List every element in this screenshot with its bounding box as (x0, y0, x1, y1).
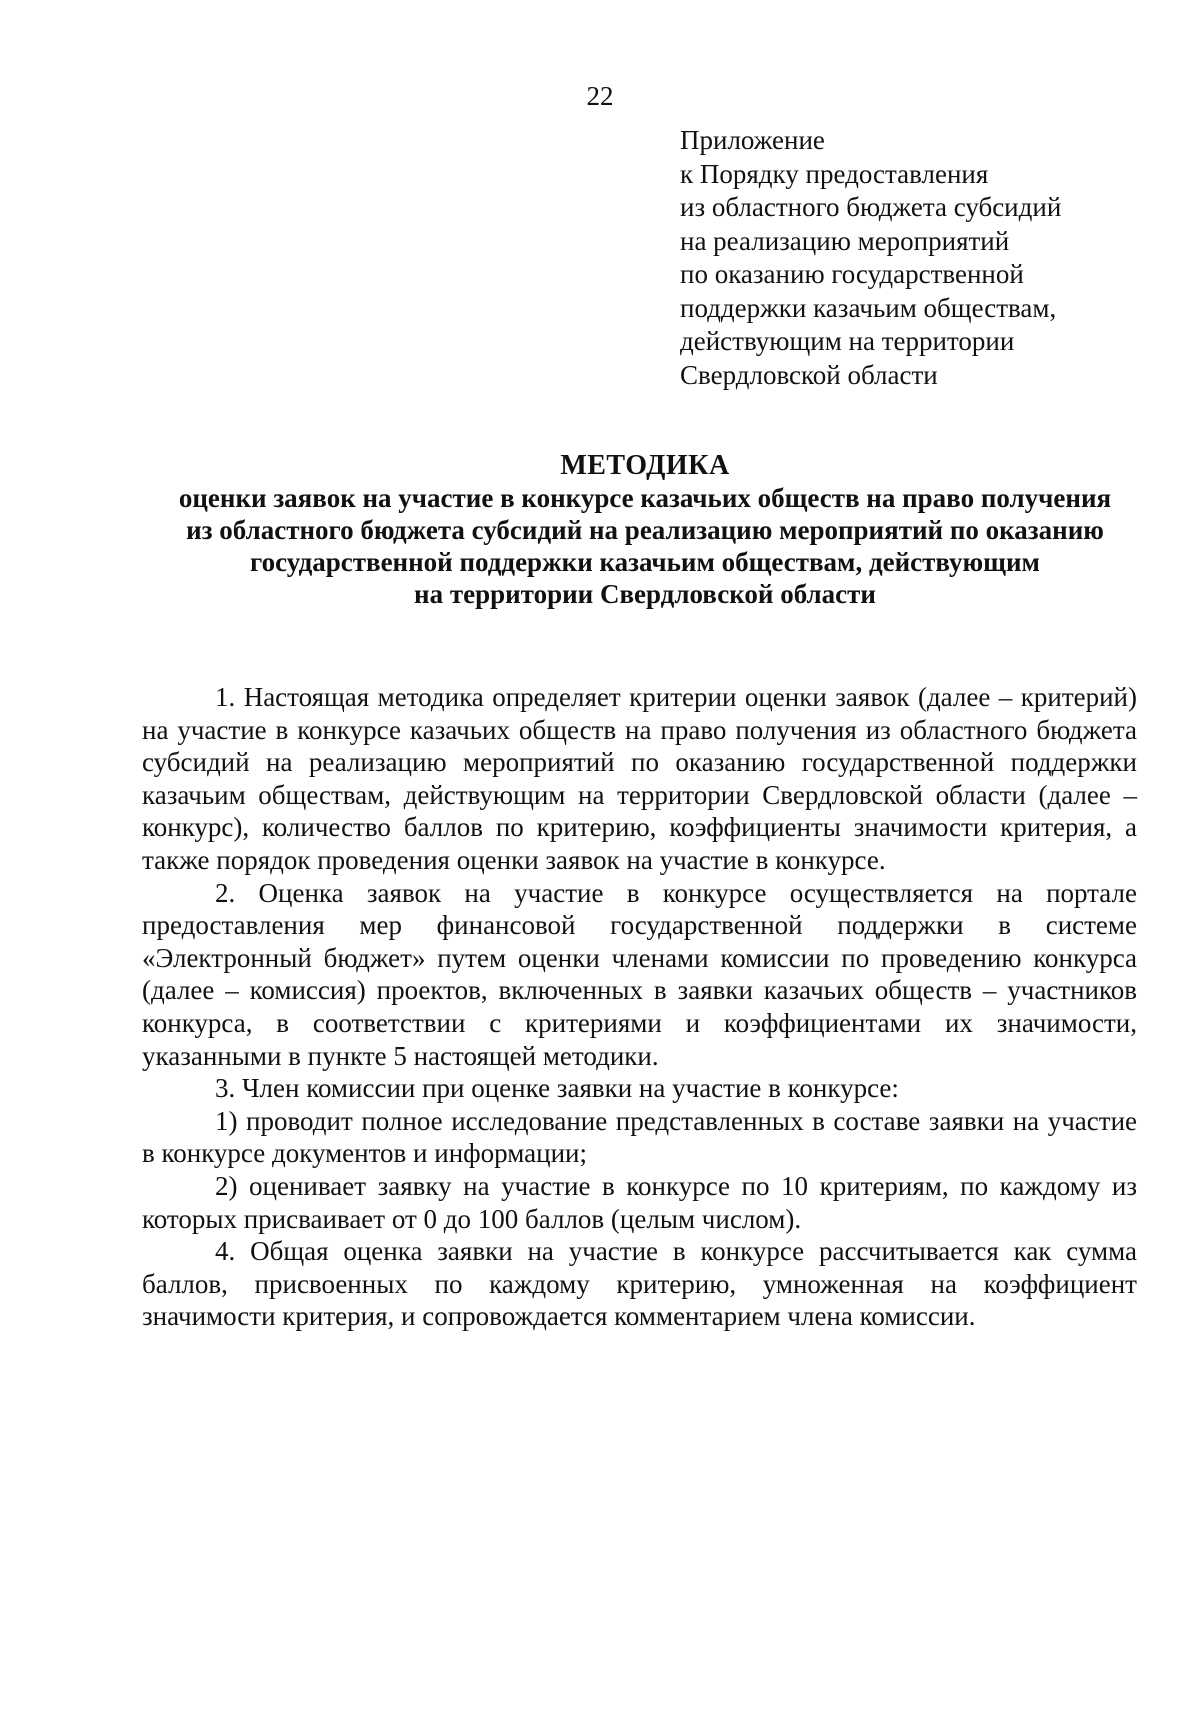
document-subtitle-line: из областного бюджета субсидий на реализацию мероприятий по оказанию (186, 515, 1104, 545)
appendix-line: действующим на территории (680, 326, 1015, 356)
paragraph-3-item-2: 2) оценивает заявку на участие в конкурсе по 10 критериям, по каждому из которых присваивает от 0 до 100 баллов (целым числом). (142, 1170, 1137, 1234)
document-subtitle-line: государственной поддержки казачьим обществам, действующим (250, 547, 1040, 577)
document-title: МЕТОДИКА (560, 450, 730, 481)
paragraph-2: 2. Оценка заявок на участие в конкурсе осуществляется на портале предоставления мер финансовой государственной поддержки в системе «Электронный бюджет» путем оценки членами комиссии по проведению конкурса (далее – комиссия) проектов, включенных в заявки казачьих обществ – участников конкурса, в соответствии с критериями и коэффициентами их значимости, указанными в пункте 5 настоящей методики. (142, 877, 1137, 1071)
paragraph-3-item-1: 1) проводит полное исследование представленных в составе заявки на участие в конкурсе документов и информации; (142, 1105, 1137, 1169)
paragraph-4: 4. Общая оценка заявки на участие в конкурсе рассчитывается как сумма баллов, присвоенных по каждому критерию, умноженная на коэффициент значимости критерия, и сопровождается комментарием члена комиссии. (142, 1236, 1137, 1332)
appendix-line: к Порядку предоставления (680, 158, 989, 189)
document-subtitle-line: на территории Свердловской области (414, 579, 876, 609)
appendix-header (680, 124, 1160, 392)
paragraph-1: 1. Настоящая методика определяет критерии оценки заявок (далее – критерий) на участие в конкурсе казачьих обществ на право получения из областного бюджета субсидий на реализацию мероприятий по оказанию государственной поддержки казачьим обществам, действующим на территории Свердловской области (далее – конкурс), количество баллов по критерию, коэффициенты значимости критерия, а также порядок проведения оценки заявок на участие в конкурсе. (142, 682, 1137, 875)
document-subtitle-line: оценки заявок на участие в конкурсе казачьих обществ на право получения (178, 483, 1112, 513)
appendix-line: Приложение (680, 125, 825, 155)
appendix-line: поддержки казачьим обществам, (680, 292, 1057, 323)
document-title-block (100, 450, 1190, 610)
paragraph-3: 3. Член комиссии при оценке заявки на участие в конкурсе: (215, 1073, 899, 1104)
appendix-line: Свердловской области (680, 359, 938, 390)
document-body (142, 681, 1137, 1333)
page-number: 22 (586, 81, 614, 111)
appendix-line: на реализацию мероприятий (680, 225, 1010, 256)
appendix-line: по оказанию государственной (680, 259, 1024, 289)
appendix-line: из областного бюджета субсидий (680, 192, 1062, 222)
